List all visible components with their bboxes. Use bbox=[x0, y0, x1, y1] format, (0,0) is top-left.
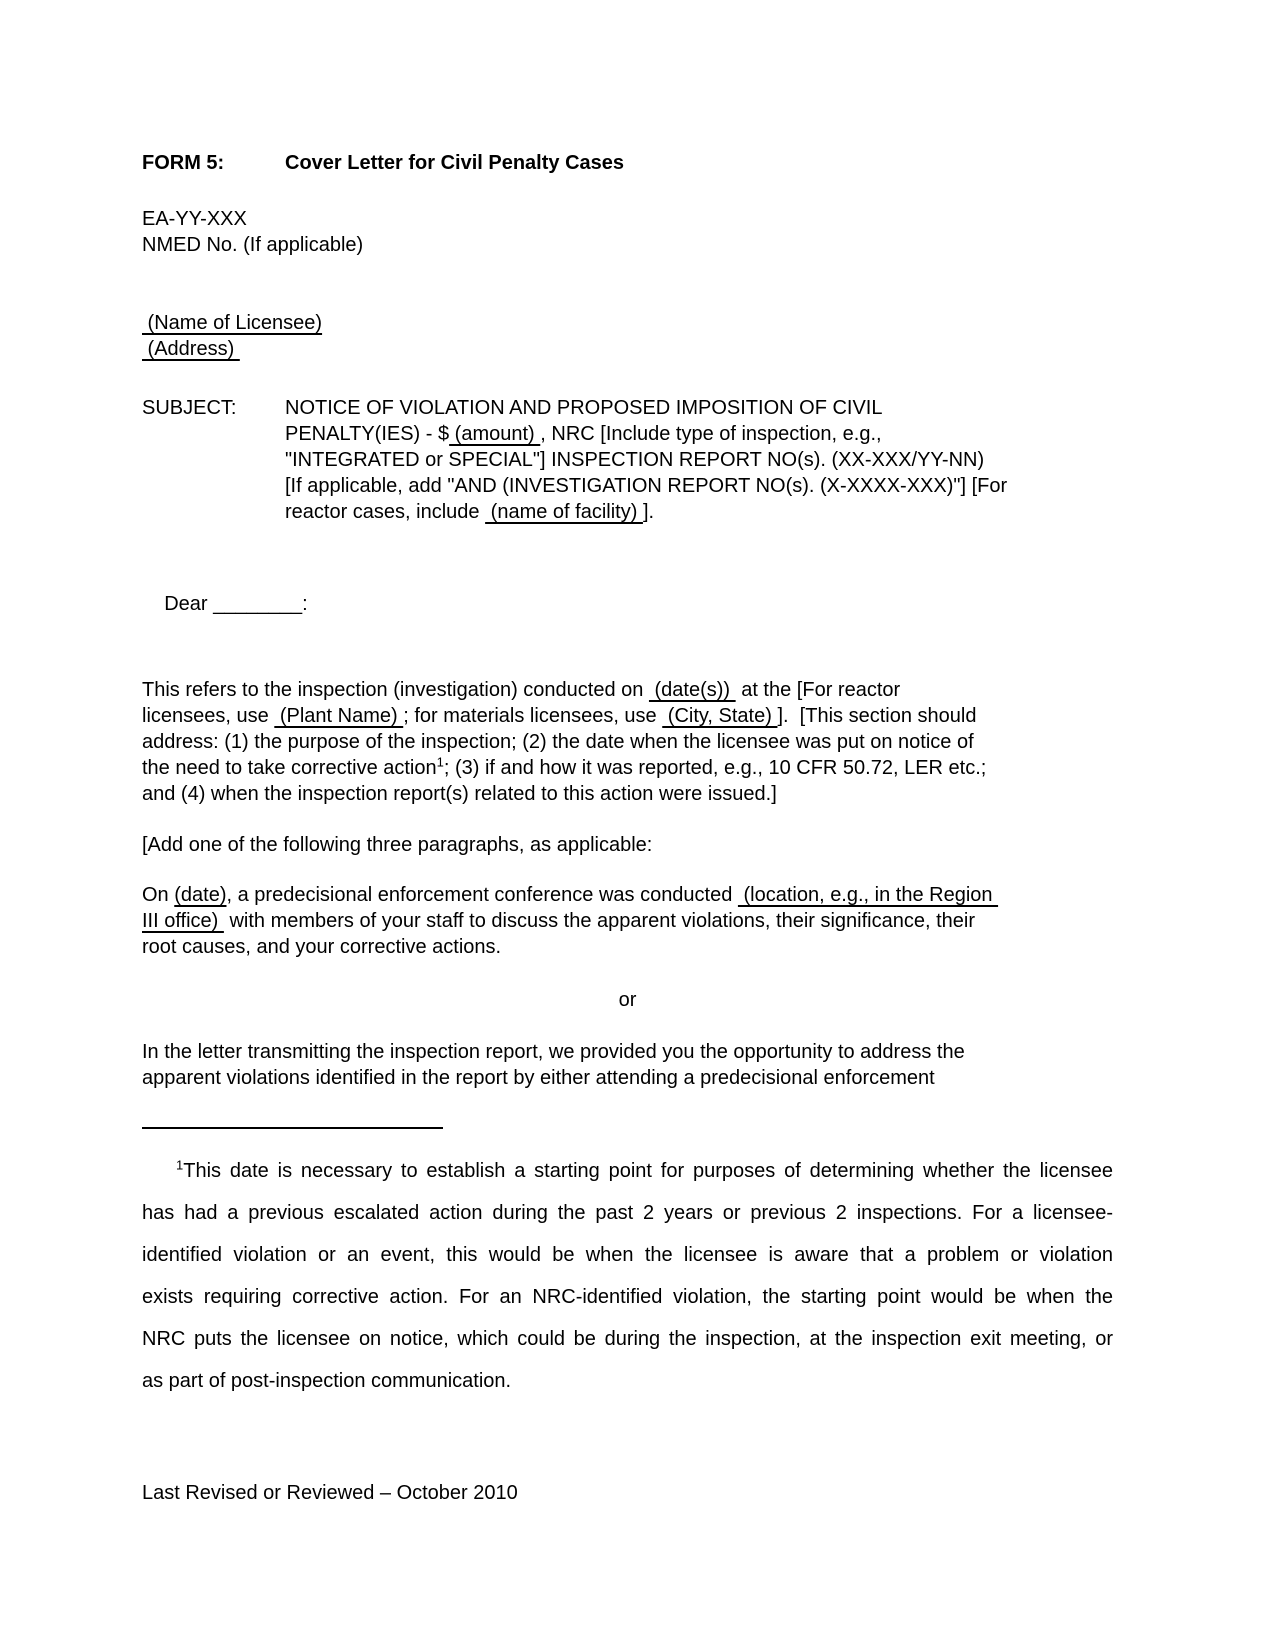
location-field-placeholder-cont: III office) bbox=[142, 910, 224, 932]
date-field-placeholder: (date) bbox=[174, 884, 227, 906]
footnote bbox=[142, 1150, 1113, 1402]
salutation bbox=[142, 565, 1113, 643]
subject-text-run: PENALTY(IES) - $ bbox=[285, 423, 450, 445]
body-text-run: ; (3) if and how it was reported, e.g., 10 CFR 50.72, LER etc.; bbox=[443, 757, 987, 779]
body-text-run: ]. [This section should bbox=[777, 705, 977, 727]
footnote-line bbox=[142, 1150, 1113, 1192]
subject-text bbox=[285, 395, 1007, 525]
form-title-row bbox=[142, 150, 1113, 176]
paragraph-line: In the letter transmitting the inspection report, we provided you the opportunity to address the bbox=[142, 1041, 965, 1063]
paragraph-line bbox=[142, 908, 1113, 934]
nmed-number: NMED No. (If applicable) bbox=[142, 234, 364, 256]
paragraph-line bbox=[142, 882, 1113, 908]
licensee-address-line bbox=[142, 336, 1113, 362]
paragraph-line: apparent violations identified in the report by either attending a predecisional enforcement bbox=[142, 1067, 935, 1089]
paragraph-line bbox=[142, 703, 1113, 729]
subject-line-1: NOTICE OF VIOLATION AND PROPOSED IMPOSITION OF CIVIL bbox=[285, 397, 883, 419]
footnote-line: has had a previous escalated action during the past 2 years or previous 2 inspections. For a licensee- bbox=[142, 1202, 1113, 1224]
footnote-text-run: This date is necessary to establish a starting point for purposes of determining whether the licensee bbox=[183, 1160, 1113, 1182]
footnote-line: exists requiring corrective action. For an NRC-identified violation, the starting point would be when the bbox=[142, 1286, 1113, 1308]
or-divider: or bbox=[618, 989, 637, 1011]
city-state-placeholder: (City, State) bbox=[662, 705, 778, 727]
paragraph-instruction: [Add one of the following three paragraphs, as applicable: bbox=[142, 834, 653, 856]
facility-name-placeholder: (name of facility) bbox=[485, 501, 643, 523]
footnote-line: as part of post-inspection communication. bbox=[142, 1370, 512, 1392]
body-text-run: This refers to the inspection (investigation) conducted on bbox=[142, 679, 649, 701]
page-title: Cover Letter for Civil Penalty Cases bbox=[285, 152, 625, 174]
paragraph-line bbox=[142, 677, 1113, 703]
ea-number: EA-YY-XXX bbox=[142, 208, 247, 230]
paragraph-line bbox=[142, 755, 1113, 781]
salutation-blank: ________ bbox=[213, 593, 303, 615]
subject-label: SUBJECT: bbox=[142, 397, 237, 419]
paragraph-letter-option bbox=[142, 1039, 1113, 1091]
subject-line-4: [If applicable, add "AND (INVESTIGATION REPORT NO(s). (X-XXXX-XXX)"] [For bbox=[285, 475, 1008, 497]
licensee-name-placeholder: (Name of Licensee) bbox=[142, 312, 323, 334]
location-field-placeholder: (location, e.g., in the Region bbox=[737, 884, 999, 906]
subject-text-run: , NRC [Include type of inspection, e.g., bbox=[540, 423, 882, 445]
salutation-text: Dear bbox=[164, 593, 214, 615]
form-number-label: FORM 5: bbox=[142, 152, 225, 174]
subject-block bbox=[142, 395, 1113, 525]
paragraph-line: address: (1) the purpose of the inspection; (2) the date when the licensee was put on notice of bbox=[142, 731, 974, 753]
body-text-run: at the [For reactor bbox=[735, 679, 901, 701]
dates-field-placeholder: (date(s)) bbox=[648, 679, 736, 701]
body-text-run: licensees, use bbox=[142, 705, 275, 727]
paragraph-inspection-reference bbox=[142, 677, 1113, 807]
paragraph-conference-option bbox=[142, 882, 1113, 960]
revision-note: Last Revised or Reviewed – October 2010 bbox=[142, 1482, 518, 1504]
addressee-block bbox=[142, 310, 1113, 362]
body-text-run: On bbox=[142, 884, 175, 906]
body-text-run: , a predecisional enforcement conference was conducted bbox=[226, 884, 738, 906]
licensee-address-placeholder: (Address) bbox=[142, 338, 240, 360]
body-text-run: ; for materials licensees, use bbox=[403, 705, 663, 727]
subject-text-run: reactor cases, include bbox=[285, 501, 486, 523]
subject-line-2 bbox=[285, 421, 1007, 447]
salutation-colon: : bbox=[302, 593, 308, 615]
paragraph-line: and (4) when the inspection report(s) related to this action were issued.] bbox=[142, 783, 777, 805]
amount-field-placeholder: (amount) bbox=[449, 423, 541, 445]
subject-line-5 bbox=[285, 499, 1007, 525]
footnote-separator bbox=[142, 1127, 443, 1129]
footnote-marker: 1 bbox=[176, 1157, 184, 1173]
body-text-run: the need to take corrective action bbox=[142, 757, 437, 779]
footnote-line: NRC puts the licensee on notice, which could be during the inspection, at the inspection exit meeting, or bbox=[142, 1328, 1113, 1350]
footnote-reference-mark: 1 bbox=[436, 754, 444, 770]
subject-text-run: ]. bbox=[642, 501, 655, 523]
licensee-name-line bbox=[142, 310, 1113, 336]
body-text-run: with members of your staff to discuss the apparent violations, their significance, their bbox=[223, 910, 975, 932]
plant-name-placeholder: (Plant Name) bbox=[274, 705, 404, 727]
paragraph-line: root causes, and your corrective actions. bbox=[142, 936, 502, 958]
reference-block bbox=[142, 206, 1113, 258]
footnote-line: identified violation or an event, this would be when the licensee is aware that a problem or violation bbox=[142, 1244, 1113, 1266]
subject-line-3: "INTEGRATED or SPECIAL"] INSPECTION REPORT NO(s). (XX-XXX/YY-NN) bbox=[285, 449, 985, 471]
